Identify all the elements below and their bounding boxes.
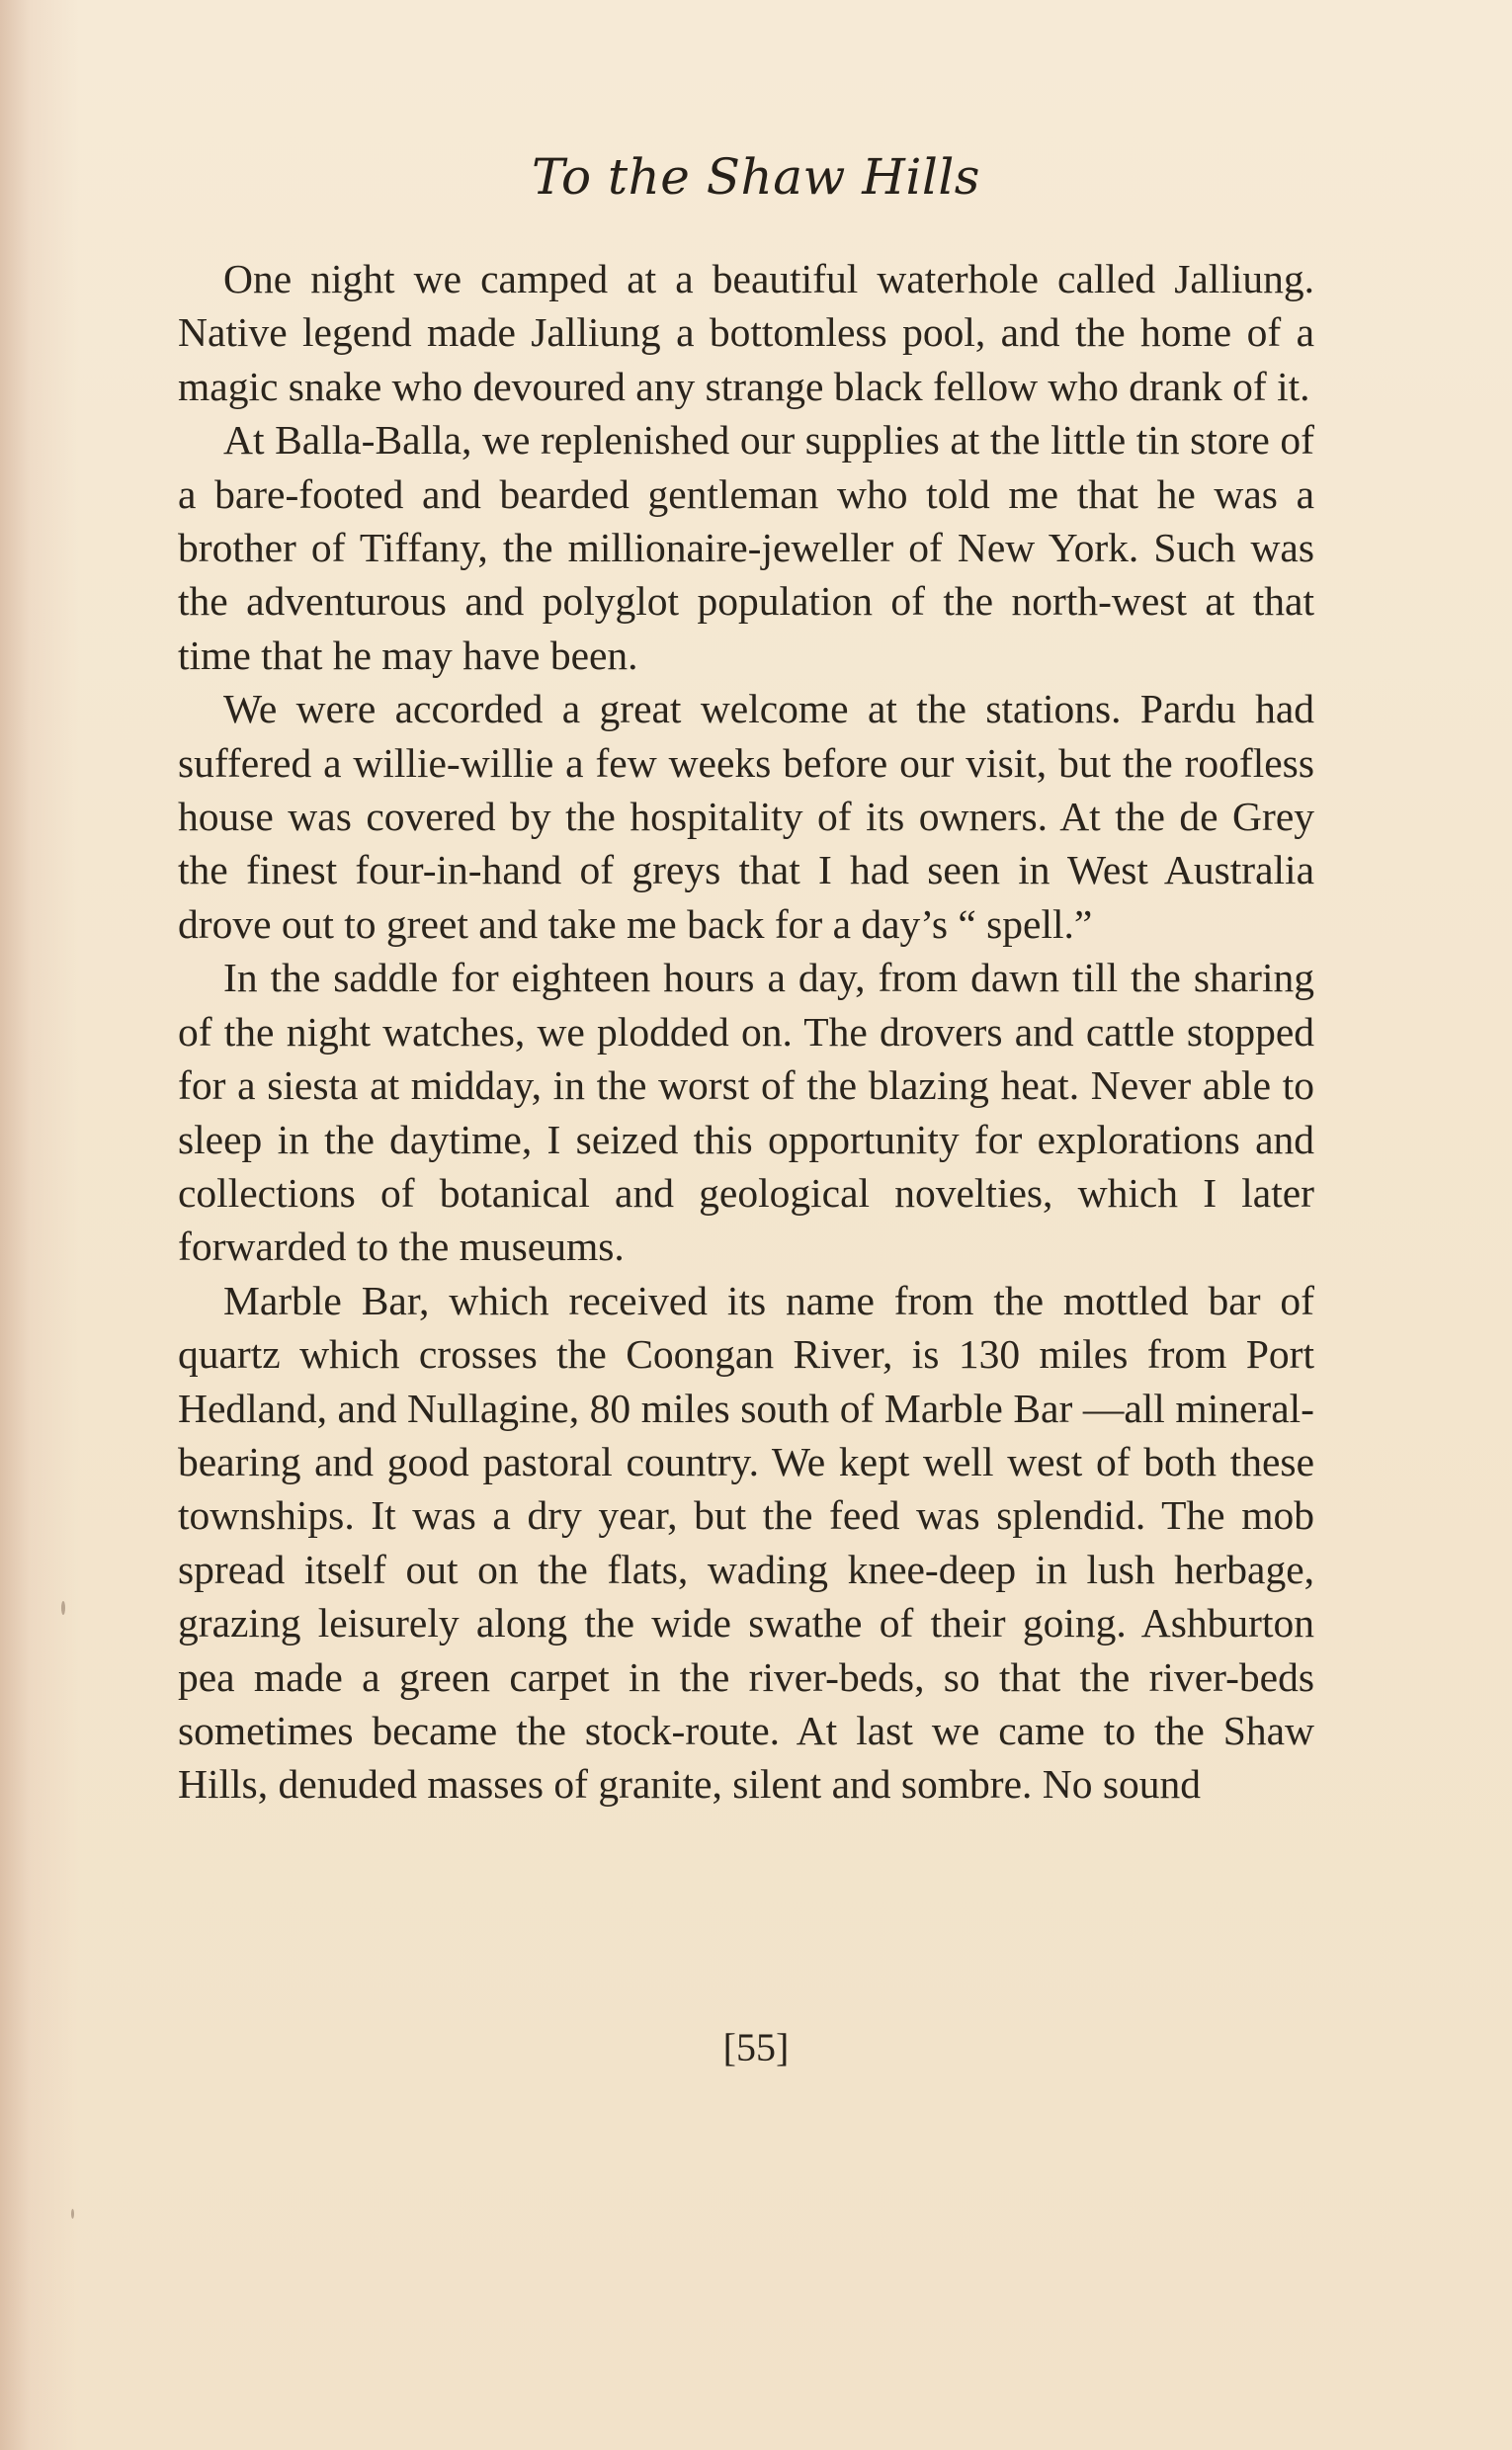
body-text	[178, 252, 1314, 1812]
running-head: To the Shaw Hills	[532, 148, 980, 206]
paragraph-2: At Balla-Balla, we replenished our supplies at the little tin store of a bare-footed and bearded gentleman who told me that he was a brother of Tiffany, the millionaire-jeweller of New York. Such was the adventurous and polyglot population of the north-west at that time that he may have been.	[178, 417, 1314, 678]
paragraph-5: Marble Bar, which received its name from the mottled bar of quartz which crosses the Coongan River, is 130 miles from Port Hedland, and Nullagine, 80 miles south of Marble Bar —all mineral-bearing and good pastoral country. We kept well west of both these townships. It was a dry year, but the feed was splendid. The mob spread itself out on the flats, wading knee-deep in lush herbage, grazing leisurely along the wide swathe of their going. Ashburton pea made a green carpet in the river-beds, so that the river-beds sometimes became the stock-route. At last we came to the Shaw Hills, denuded masses of granite, silent and sombre. No sound	[178, 1277, 1314, 1808]
page-number: [55]	[722, 2025, 790, 2070]
paper-speck	[61, 1601, 65, 1615]
paragraph-1: One night we camped at a beautiful waterhole called Jalliung. Native legend made Jalliung a bottomless pool, and the home of a magic snake who devoured any strange black fellow who drank of it.	[178, 256, 1314, 409]
paragraph-4: In the saddle for eighteen hours a day, from dawn till the sharing of the night watches, we plodded on. The drovers and cattle stopped for a siesta at midday, in the worst of the blazing heat. Never able to sleep in the daytime, I seized this opportunity for explorations and collections of botanical and geological novelties, which I later forwarded to the museums.	[178, 955, 1314, 1270]
paper-speck	[71, 2209, 74, 2219]
paragraph-3: We were accorded a great welcome at the stations. Pardu had suffered a willie-willie a few weeks before our visit, but the roofless house was covered by the hospitality of its owners. At the de Grey the finest four-in-hand of greys that I had seen in West Australia drove out to greet and take me back for a day’s “ spell.”	[178, 686, 1314, 947]
